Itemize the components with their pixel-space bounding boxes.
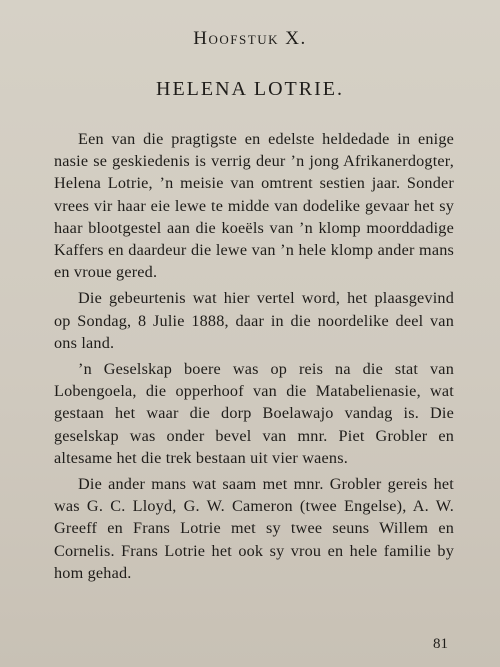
body-text <box>54 128 454 588</box>
paragraph: Die ander mans wat saam met mnr. Grobler gereis het was G. C. Lloyd, G. W. Cameron (twee Engelse), A. W. Greeff en Frans Lotrie met sy twee seuns Willem en Cornelis. Frans Lotrie het ook sy vrou en hele familie by hom gehad. <box>54 475 454 582</box>
paragraph: Die gebeurtenis wat hier vertel word, het plaasgevind op Sondag, 8 Julie 1888, daar in die noordelike deel van ons land. <box>54 289 454 352</box>
chapter-title: HELENA LOTRIE. <box>156 78 344 100</box>
paragraph: Een van die pragtigste en edelste heldedade in enige nasie se geskiedenis is verrig deur ’n jong Afrikanerdogter, Helena Lotrie, ’n meisie van omtrent sestien jaar. Sonder vrees vir haar eie lewe te midde van dodelike gevaar het sy haar blootgestel aan die koeëls van ’n klomp moorddadige Kaffers en daardeur die lewe van ’n hele klomp ander mans en vroue gered. <box>54 130 454 282</box>
page-number: 81 <box>433 636 448 652</box>
paragraph: ’n Geselskap boere was op reis na die stat van Lobengoela, die opperhoof van die Matabelienasie, wat gestaan het waar die dorp Boelawajo vandag is. Die geselskap was onder bevel van mnr. Piet Grobler en altesame het die trek bestaan uit vier waens. <box>54 360 454 467</box>
chapter-heading: Hoofstuk X. <box>193 28 307 49</box>
